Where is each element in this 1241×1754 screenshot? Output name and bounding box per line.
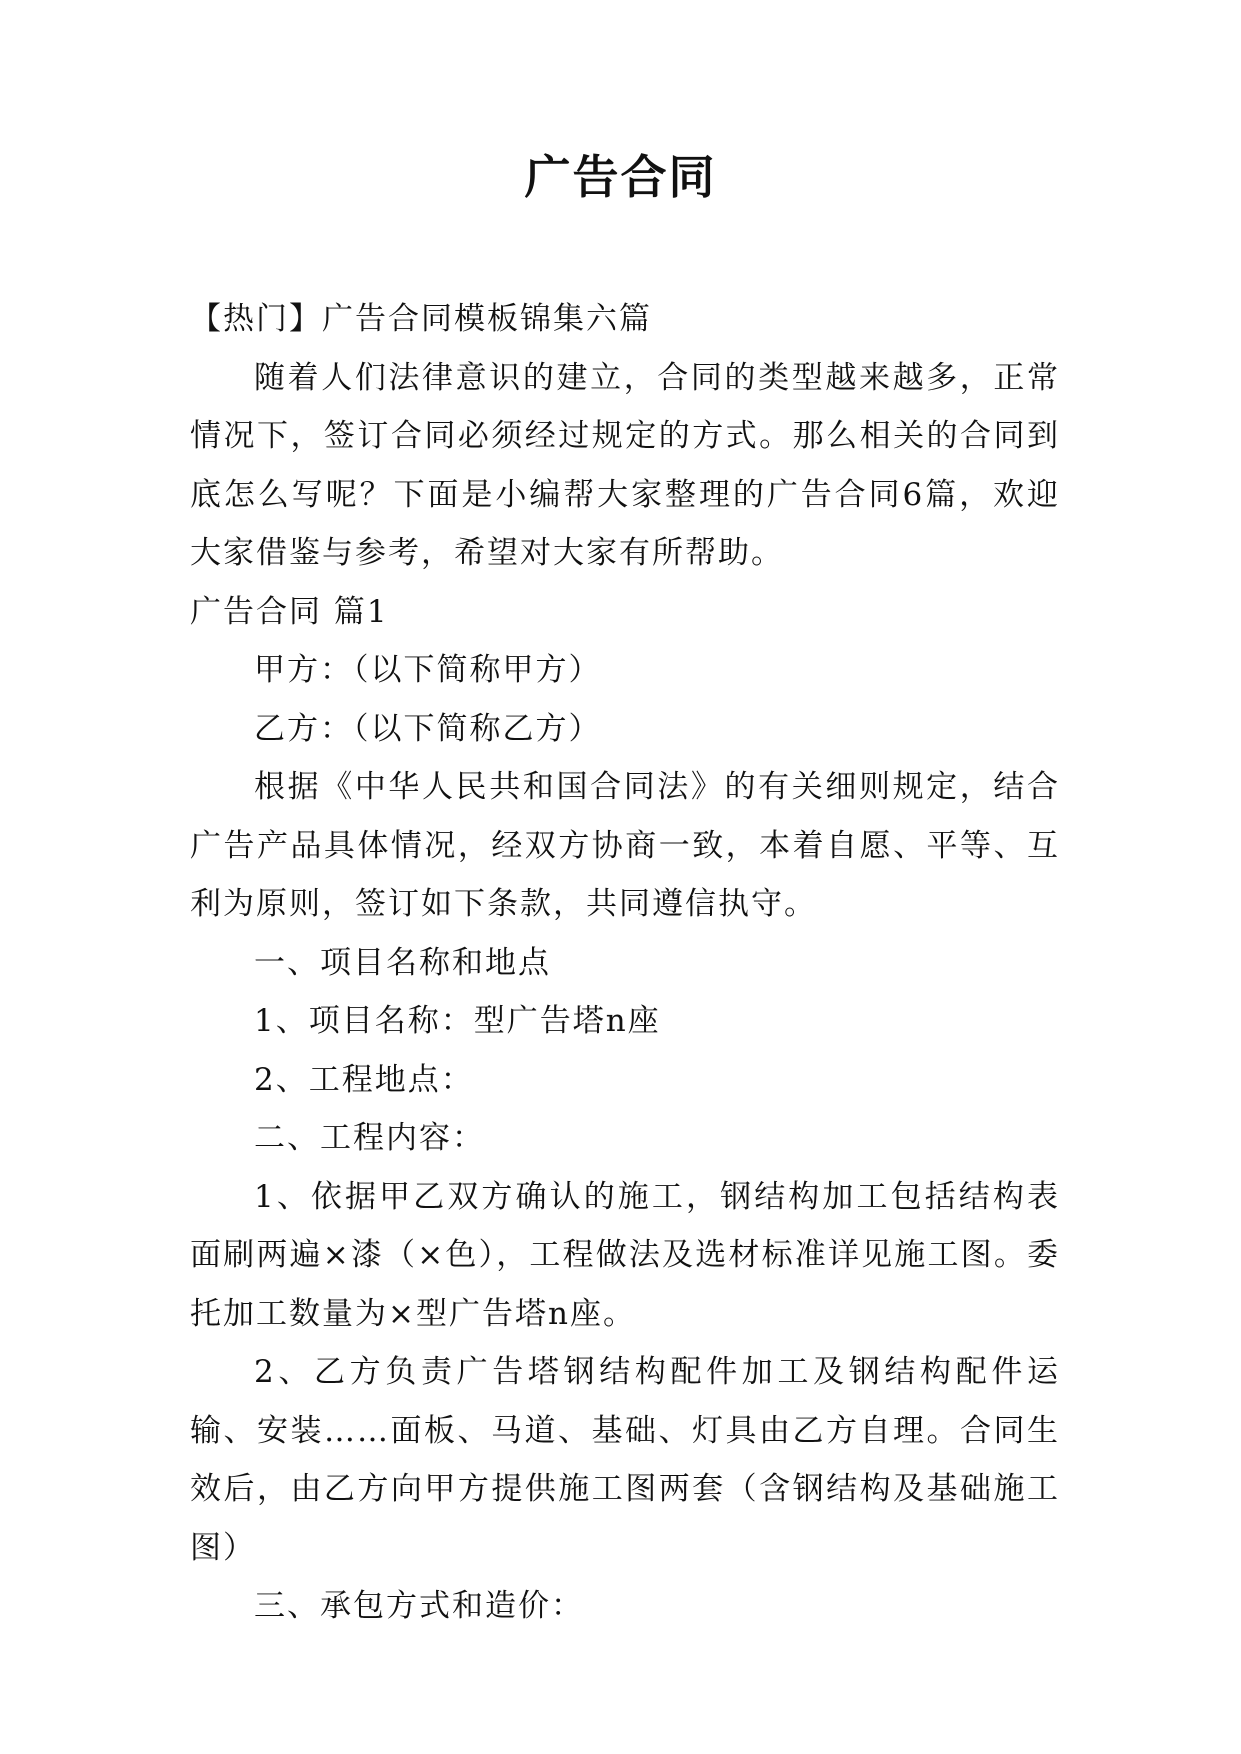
document-title: 广告合同	[524, 150, 717, 204]
party-a-line: 甲方：（以下简称甲方）	[254, 652, 602, 688]
clause-heading-3: 三、承包方式和造价：	[254, 1588, 584, 1624]
legal-basis-paragraph: 根据《中华人民共和国合同法》的有关细则规定，结合广告产品具体情况，经双方协商一致，本着自愿、平等、互利为原则，签订如下条款，共同遵信执守。	[190, 769, 1060, 922]
clause-heading-2: 二、工程内容：	[254, 1120, 485, 1156]
document-body	[190, 290, 1060, 1636]
clause-heading-1: 一、项目名称和地点	[254, 944, 551, 981]
party-b-line: 乙方：（以下简称乙方）	[254, 710, 602, 747]
section-heading: 广告合同 篇1	[190, 593, 389, 630]
clause-item-scope-1: 1、依据甲乙双方确认的施工，钢结构加工包括结构表面刷两遍×漆（×色），工程做法及选材标准详见施工图。委托加工数量为×型广告塔n座。	[190, 1178, 1060, 1332]
clause-item-project-name: 1、项目名称：型广告塔n座	[254, 1003, 661, 1039]
doc-heading-line: 【热门】广告合同模板锦集六篇	[190, 301, 652, 337]
intro-paragraph: 随着人们法律意识的建立，合同的类型越来越多，正常情况下，签订合同必须经过规定的方式。那么相关的合同到底怎么写呢？下面是小编帮大家整理的广告合同6篇，欢迎大家借鉴与参考，希望对大家有所帮助。	[190, 359, 1060, 571]
clause-item-scope-2: 2、乙方负责广告塔钢结构配件加工及钢结构配件运输、安装……面板、马道、基础、灯具由乙方自理。合同生效后，由乙方向甲方提供施工图两套（含钢结构及基础施工图）	[190, 1354, 1060, 1566]
clause-item-location: 2、工程地点：	[254, 1061, 474, 1098]
